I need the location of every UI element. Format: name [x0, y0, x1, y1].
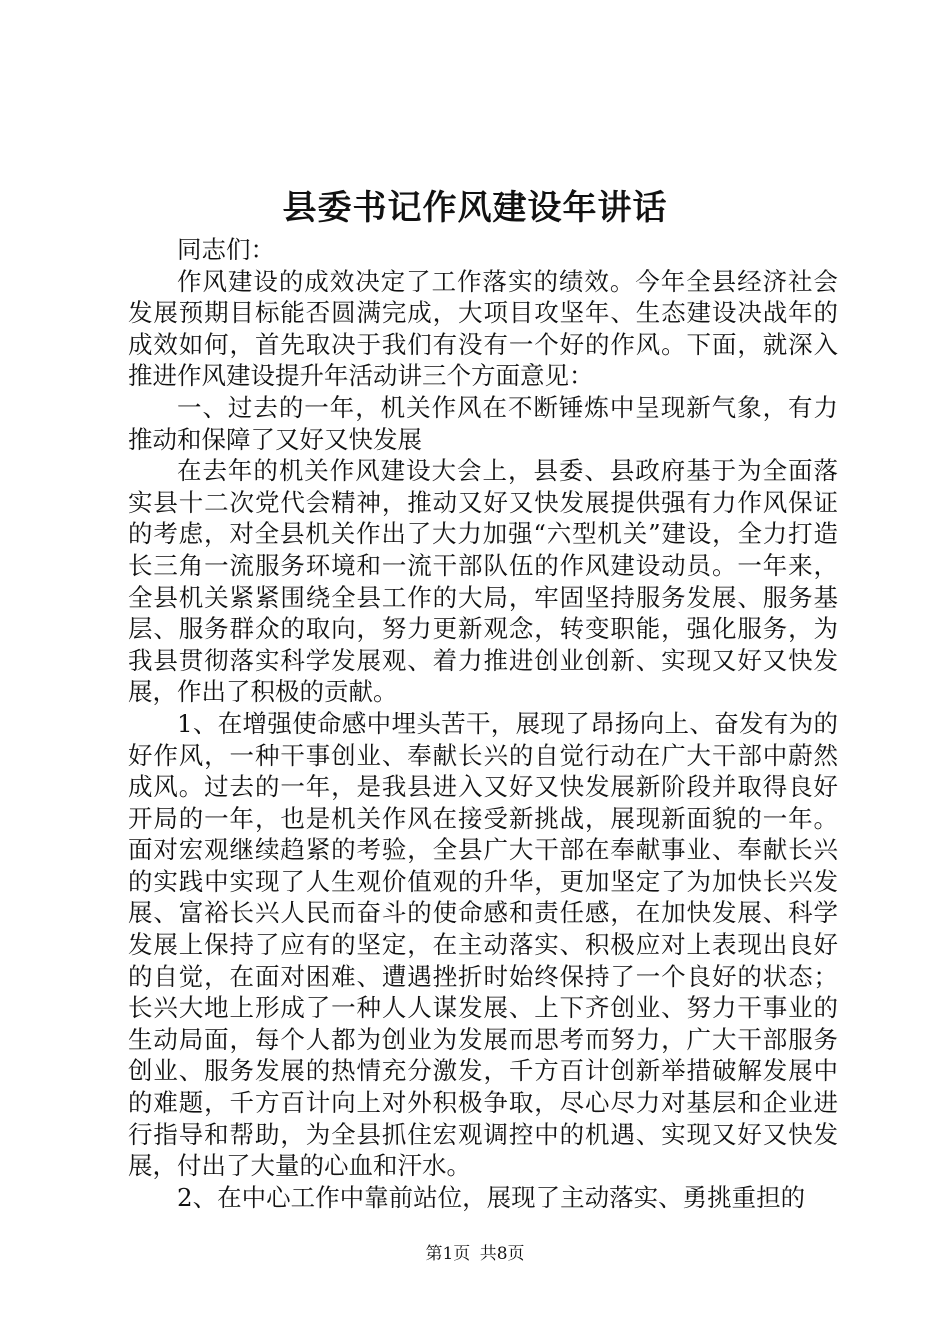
document-body	[128, 234, 838, 1213]
paragraph-point-2: 2、在中心工作中靠前站位，展现了主动落实、勇挑重担的	[177, 1182, 806, 1212]
salutation: 同志们：	[177, 235, 275, 264]
paragraph-point-1: 1、在增强使命感中埋头苦干，展现了昂扬向上、奋发有为的好作风，一种干事创业、奉献长兴的自觉行动在广大干部中蔚然成风。过去的一年，是我县进入又好又快发展新阶段并取得良好开局的一年，也是机关作风在接受新挑战，展现新面貌的一年。面对宏观继续趋紧的考验，全县广大干部在奉献事业、奉献长兴的实践中实现了人生观价值观的升华，更加坚定了为加快长兴发展、富裕长兴人民而奋斗的使命感和责任感，在加快发展、科学发展上保持了应有的坚定，在主动落实、积极应对上表现出良好的自觉，在面对困难、遭遇挫折时始终保持了一个良好的状态；长兴大地上形成了一种人人谋发展、上下齐创业、努力干事业的生动局面，每个人都为创业为发展而思考而努力，广大干部服务创业、服务发展的热情充分激发，千方百计创新举措破解发展中的难题，千方百计向上对外积极争取，尽心尽力对基层和企业进行指导和帮助，为全县抓住宏观调控中的机遇、实现又好又快发展，付出了大量的心血和汗水。	[128, 708, 838, 1181]
section-heading-1: 一、过去的一年，机关作风在不断锤炼中呈现新气象，有力推动和保障了又好又快发展	[128, 392, 838, 454]
document-title: 县委书记作风建设年讲话	[282, 188, 668, 228]
paragraph-intro: 作风建设的成效决定了工作落实的绩效。今年全县经济社会发展预期目标能否圆满完成，大项目攻坚年、生态建设决战年的成效如何，首先取决于我们有没有一个好的作风。下面，就深入推进作风建设提升年活动讲三个方面意见：	[128, 266, 838, 391]
paragraph-review: 在去年的机关作风建设大会上，县委、县政府基于为全面落实县十二次党代会精神，推动又好又快发展提供强有力作风保证的考虑，对全县机关作出了大力加强“六型机关”建设，全力打造长三角一流服务环境和一流干部队伍的作风建设动员。一年来，全县机关紧紧围绕全县工作的大局，牢固坚持服务发展、服务基层、服务群众的取向，努力更新观念，转变职能，强化服务，为我县贯彻落实科学发展观、着力推进创业创新、实现又好又快发展，作出了积极的贡献。	[128, 456, 838, 707]
page-footer: 第1页 共8页	[425, 1244, 525, 1264]
